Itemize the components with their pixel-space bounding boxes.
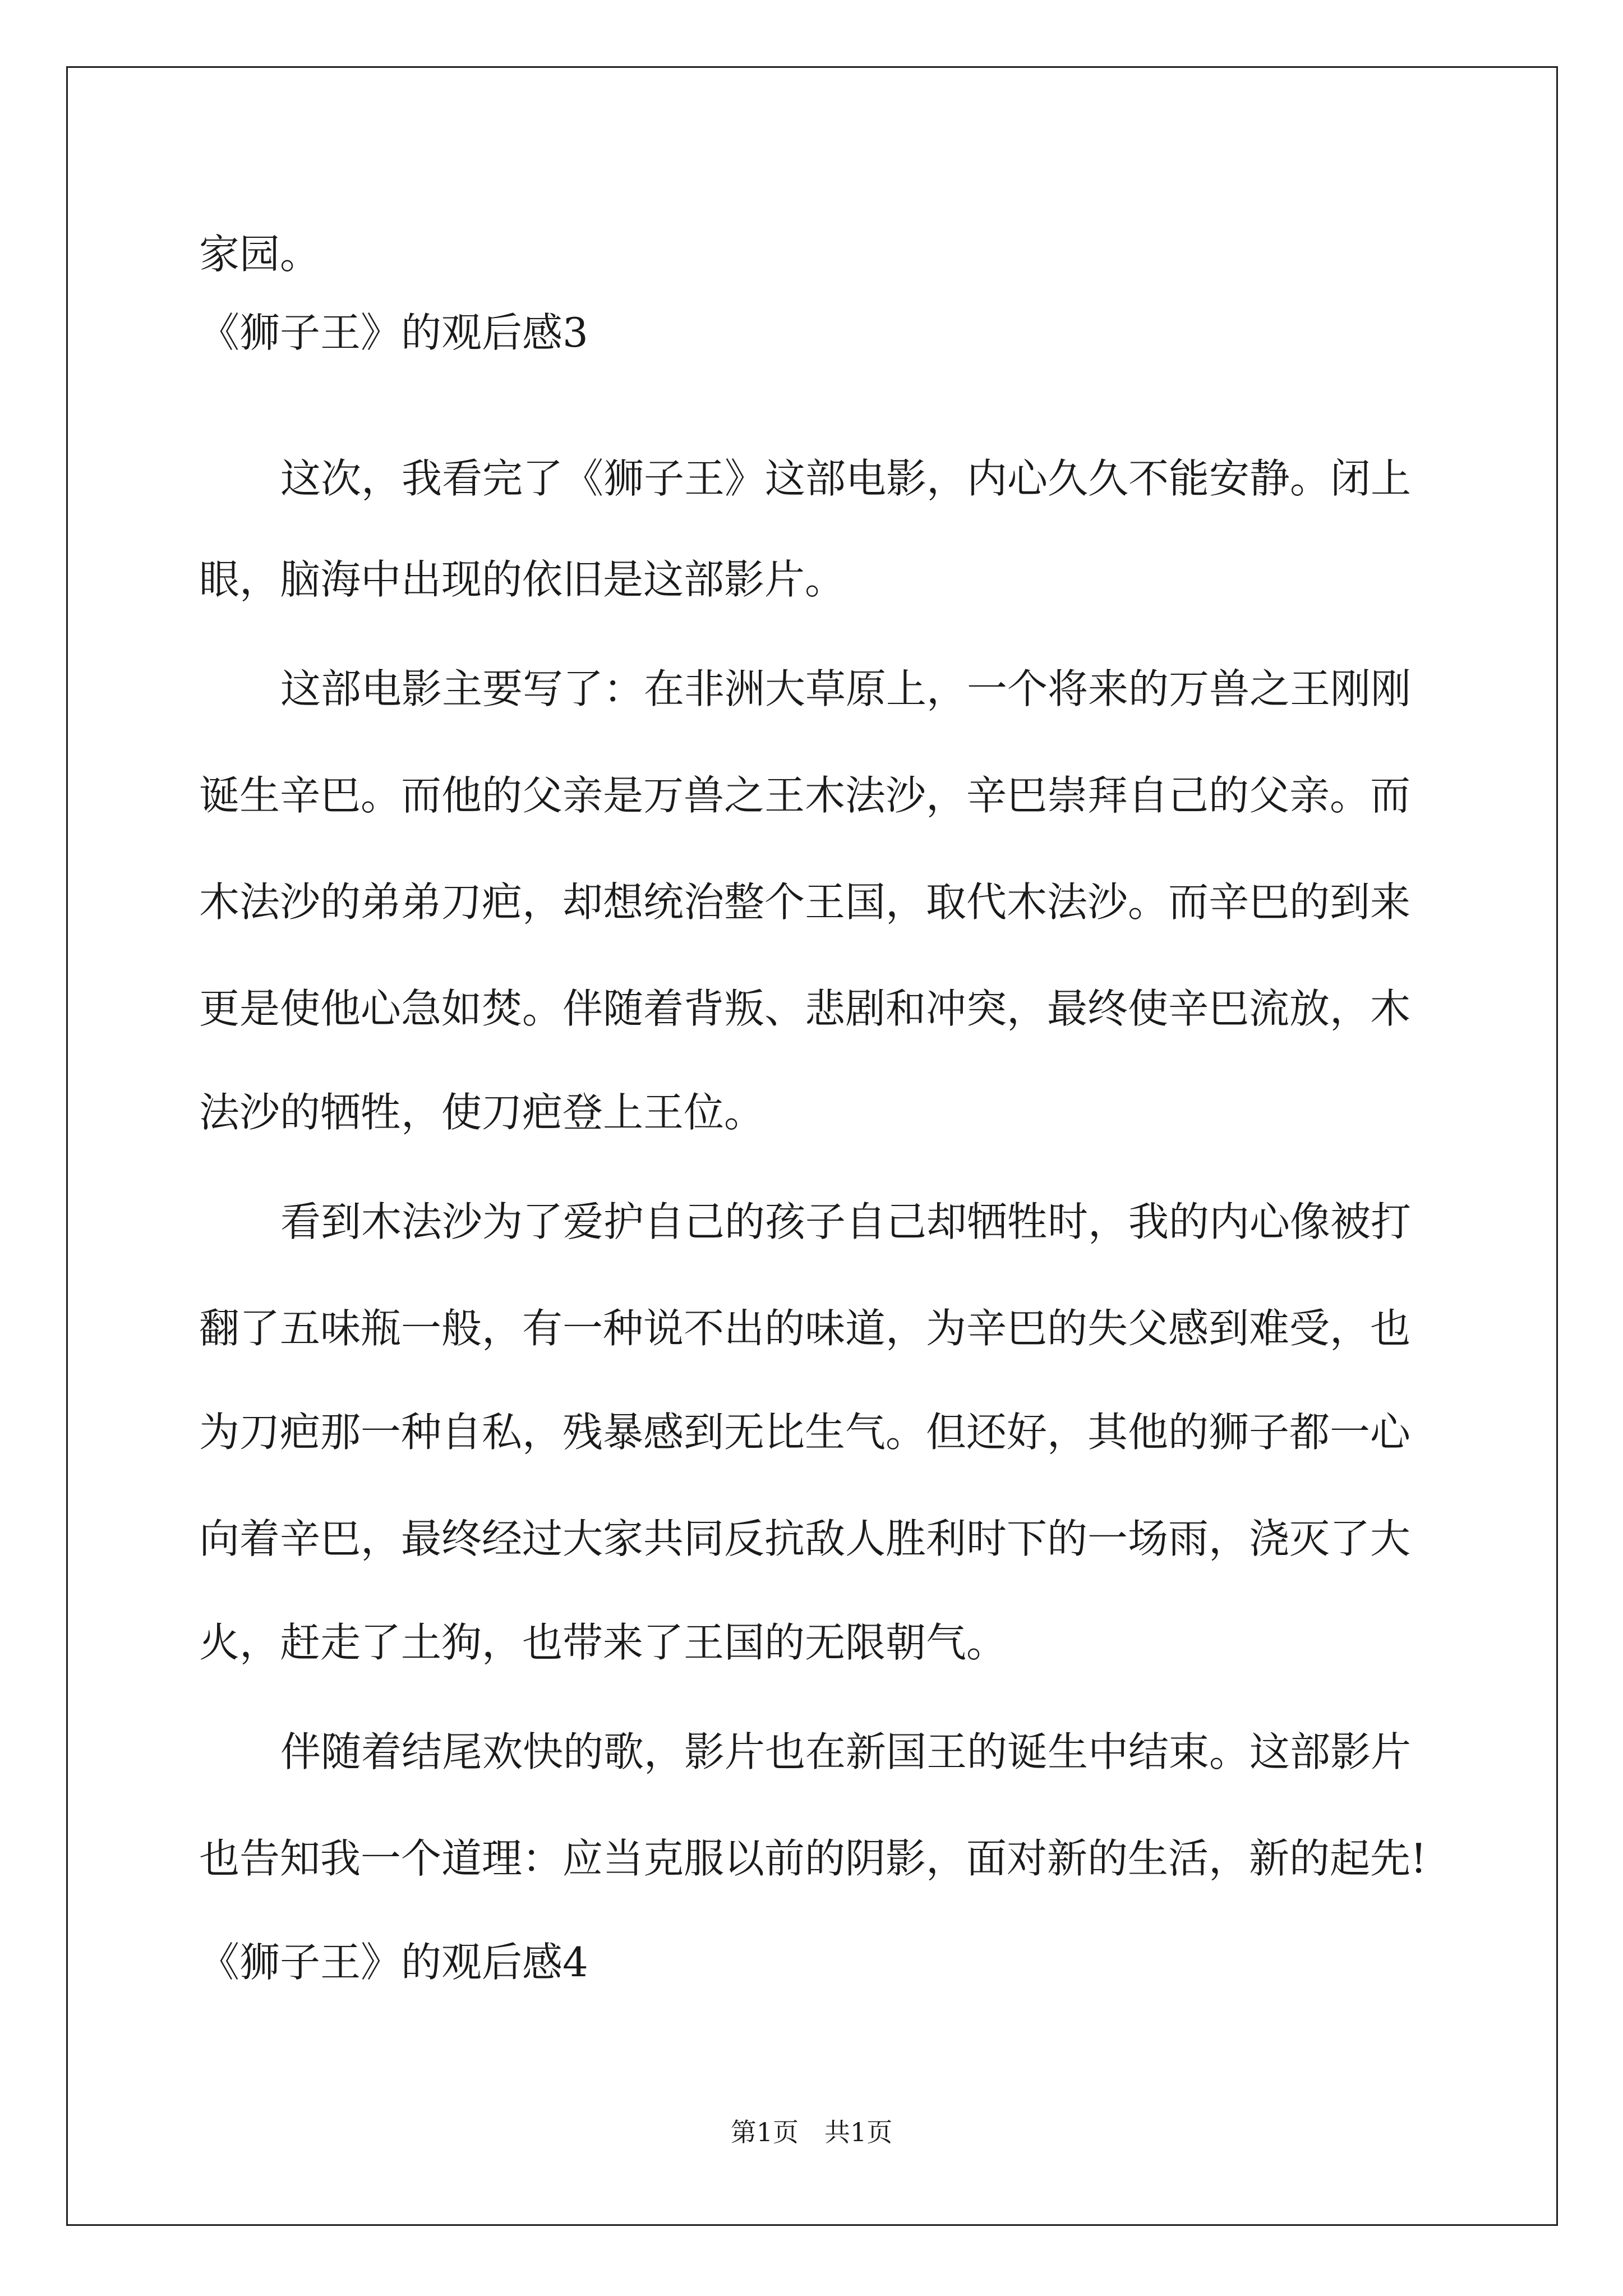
text-line: 伴随着结尾欢快的歌，影片也在新国王的诞生中结束。这部影片	[280, 1728, 1412, 1775]
text-line: 法沙的牺牲，使刀疤登上王位。	[199, 1089, 765, 1136]
text-line: 更是使他心急如焚。伴随着背叛、悲剧和冲突，最终使辛巴流放，木	[199, 985, 1411, 1032]
page-border	[66, 66, 1558, 2226]
text-line: 诞生辛巴。而他的父亲是万兽之王木法沙，辛巴崇拜自己的父亲。而	[199, 772, 1411, 819]
text-line: 为刀疤那一种自私，残暴感到无比生气。但还好，其他的狮子都一心	[199, 1409, 1411, 1456]
page-number: 第1页 共1页	[730, 2117, 893, 2147]
text-line: 也告知我一个道理：应当克服以前的阴影，面对新的生活，新的起先!	[199, 1835, 1427, 1882]
text-line: 木法沙的弟弟刀疤，却想统治整个王国，取代木法沙。而辛巴的到来	[199, 878, 1411, 926]
section-heading: 《狮子王》的观后感4	[199, 1939, 588, 1986]
text-line: 向着辛巴，最终经过大家共同反抗敌人胜利时下的一场雨，浇灭了大	[199, 1515, 1411, 1562]
text-line: 看到木法沙为了爱护自己的孩子自己却牺牲时，我的内心像被打	[280, 1198, 1412, 1245]
text-line: 这次，我看完了《狮子王》这部电影，内心久久不能安静。闭上	[280, 455, 1412, 502]
text-line: 眼，脑海中出现的依旧是这部影片。	[199, 556, 846, 603]
section-heading: 《狮子王》的观后感3	[199, 309, 588, 356]
text-line: 翻了五味瓶一般，有一种说不出的味道，为辛巴的失父感到难受，也	[199, 1305, 1411, 1352]
text-line: 家园。	[199, 231, 321, 278]
text-line: 这部电影主要写了：在非洲大草原上，一个将来的万兽之王刚刚	[280, 665, 1412, 712]
text-line: 火，赶走了土狗，也带来了王国的无限朝气。	[199, 1619, 1007, 1666]
